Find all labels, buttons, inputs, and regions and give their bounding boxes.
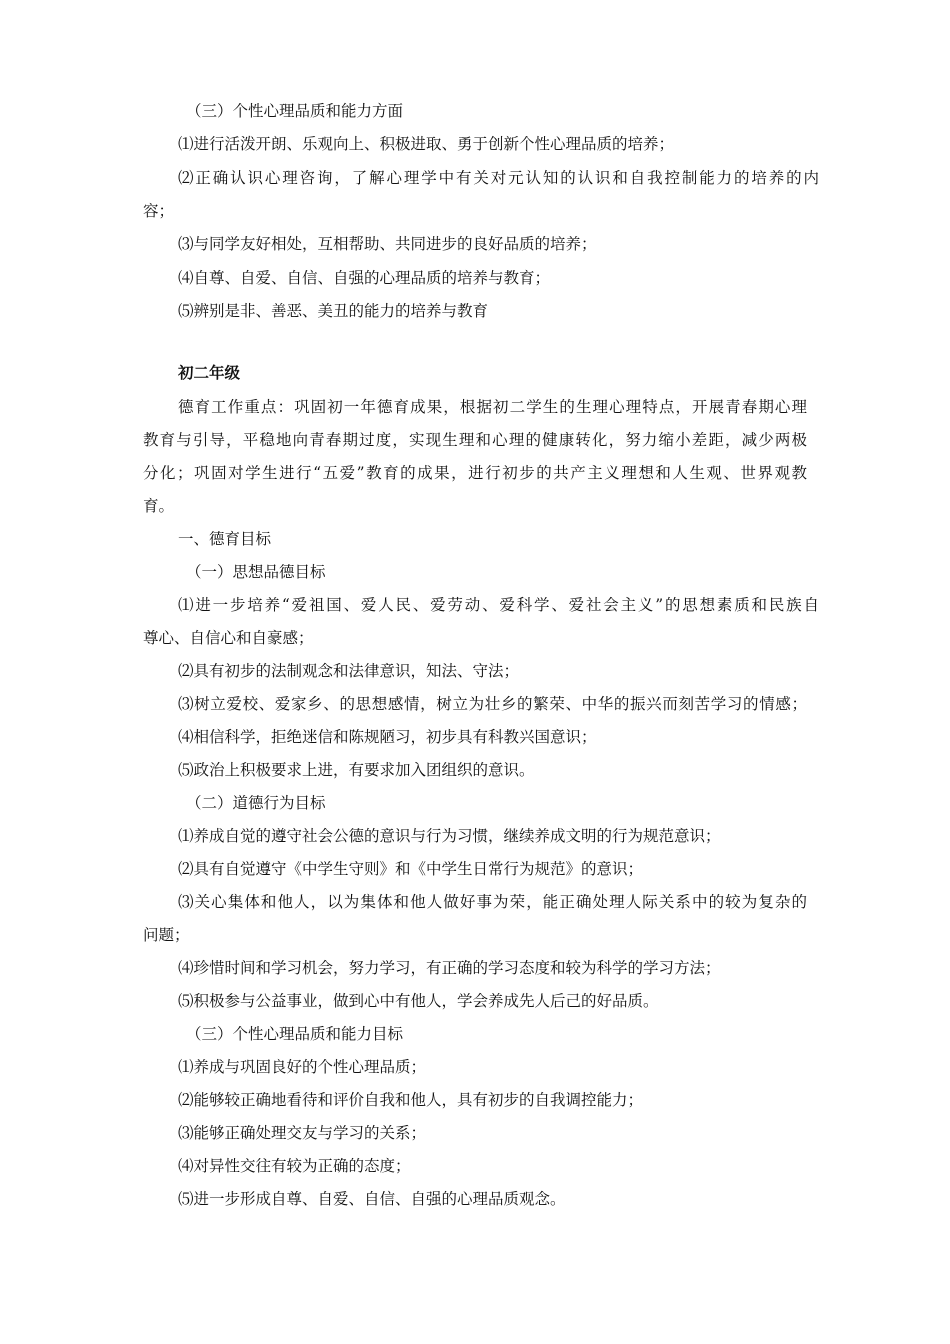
focus-paragraph-line: 教育与引导，平稳地向青春期过度，实现生理和心理的健康转化，努力缩小差距，减少两极 [143, 431, 807, 449]
list-item: ⑴养成自觉的遵守社会公德的意识与行为习惯，继续养成文明的行为规范意识； [178, 827, 721, 845]
list-item: ⑴进行活泼开朗、乐观向上、积极进取、勇于创新个性心理品质的培养； [178, 135, 675, 153]
list-item: ⑶关心集体和他人，以为集体和他人做好事为荣，能正确处理人际关系中的较为复杂的 [178, 893, 807, 911]
list-item: ⑶树立爱校、爱家乡、的思想感情，树立为壮乡的繁荣、中华的振兴而刻苦学习的情感； [178, 695, 807, 713]
list-item: ⑶与同学友好相处，互相帮助、共同进步的良好品质的培养； [178, 235, 597, 253]
list-item-continuation: 尊心、自信心和自豪感； [143, 629, 314, 647]
list-item-continuation: 问题； [143, 926, 190, 944]
list-item: ⑷珍惜时间和学习机会，努力学习，有正确的学习态度和较为科学的学习方法； [178, 959, 721, 977]
list-item: ⑴进一步培养“爱祖国、爱人民、爱劳动、爱科学、爱社会主义”的思想素质和民族自 [178, 596, 819, 614]
section-heading-ideology: （一）思想品德目标 [186, 563, 326, 581]
list-item-continuation: 容； [143, 202, 175, 220]
list-item: ⑸进一步形成自尊、自爱、自信、自强的心理品质观念。 [178, 1190, 566, 1208]
list-item: ⑸政治上积极要求上进，有要求加入团组织的意识。 [178, 761, 535, 779]
focus-paragraph-line: 分化；巩固对学生进行“五爱”教育的成果，进行初步的共产主义理想和人生观、世界观教 [143, 464, 807, 482]
goals-heading: 一、德育目标 [178, 530, 272, 548]
list-item: ⑴养成与巩固良好的个性心理品质； [178, 1058, 427, 1076]
list-item: ⑵正确认识心理咨询，了解心理学中有关对元认知的认识和自我控制能力的培养的内 [178, 169, 819, 187]
grade-title: 初二年级 [178, 363, 241, 382]
list-item: ⑵能够较正确地看待和评价自我和他人，具有初步的自我调控能力； [178, 1091, 644, 1109]
focus-paragraph-line: 德育工作重点：巩固初一年德育成果，根据初二学生的生理心理特点，开展青春期心理 [178, 398, 807, 416]
list-item: ⑵具有初步的法制观念和法律意识，知法、守法； [178, 662, 520, 680]
section-heading-behavior: （二）道德行为目标 [186, 794, 326, 812]
list-item: ⑵具有自觉遵守《中学生守则》和《中学生日常行为规范》的意识； [178, 860, 644, 878]
section-heading-personality-goals: （三）个性心理品质和能力目标 [186, 1025, 404, 1043]
list-item: ⑷自尊、自爱、自信、自强的心理品质的培养与教育； [178, 269, 551, 287]
list-item: ⑷对异性交往有较为正确的态度； [178, 1157, 411, 1175]
list-item: ⑸辨别是非、善恶、美丑的能力的培养与教育 [178, 302, 489, 320]
list-item: ⑷相信科学，拒绝迷信和陈规陋习，初步具有科教兴国意识； [178, 728, 597, 746]
list-item: ⑶能够正确处理交友与学习的关系； [178, 1124, 427, 1142]
list-item: ⑸积极参与公益事业，做到心中有他人，学会养成先人后己的好品质。 [178, 992, 659, 1010]
section-heading-personality-aspects: （三）个性心理品质和能力方面 [186, 102, 404, 120]
focus-paragraph-line: 育。 [143, 497, 175, 515]
